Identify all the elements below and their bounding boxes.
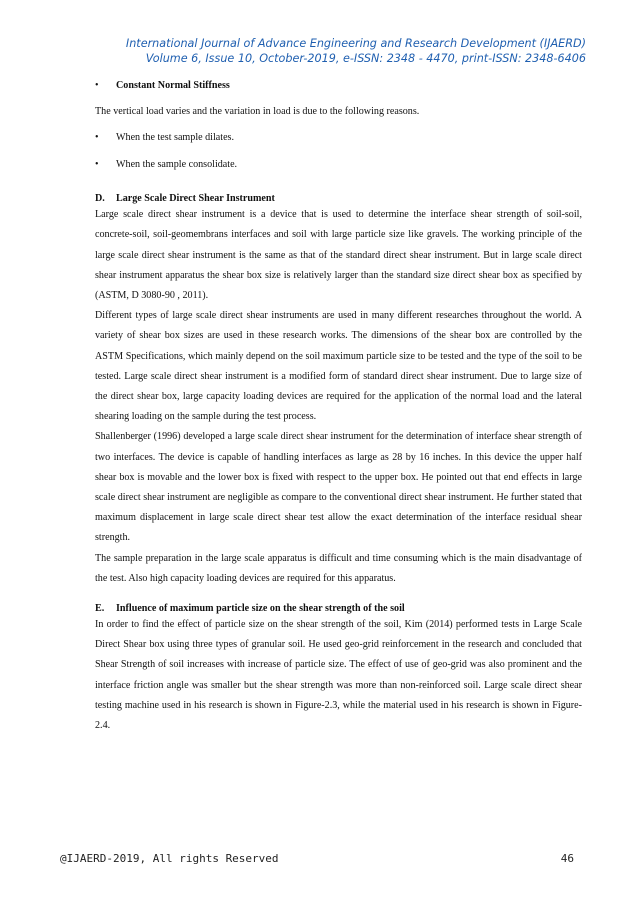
cns-intro: The vertical load varies and the variation in load is due to the following reasons. (95, 106, 420, 117)
bullet-icon: • (95, 132, 99, 144)
paragraph: In order to find the effect of particle size on the shear strength of the soil, Kim (2014) performed tests in Large Scale Direct Shear box using three types of granular soil. He used geo-grid reinforcement in the research and concluded that Shear Strength of soil increases with increase of particle size. The effect of use of geo-grid was also prominent and the interface friction angle was smaller but the shear strength was more than non-reinforced soil. Large scale direct shear testing machine used in his research is shown in Figure-2.3, while the material used in his research is shown in Figure-2.4. (95, 619, 582, 732)
section-heading-e (95, 602, 582, 615)
journal-issue-info: Volume 6, Issue 10, October-2019, e-ISSN: 2348 - 4470, print-ISSN: 2348-6406 (145, 52, 586, 65)
bullet-icon: • (95, 159, 99, 171)
section-heading-d (95, 192, 582, 205)
page-content (95, 79, 582, 736)
section-number: E. (95, 603, 105, 615)
paragraph: Different types of large scale direct shear instruments are used in many different researches throughout the world. A variety of shear box sizes are used in these research works. The dimensions of the shear box are controlled by the ASTM Specifications, which mainly depend on the soil maximum particle size to be tested and the type of the soil to be tested. Large scale direct shear instrument is a modified form of standard direct shear instrument. Due to large size of the direct shear box, large capacity loading devices are required for the application of the normal load and the lateral shearing loading on the sample during the test process. (95, 310, 582, 423)
reason-item (95, 131, 582, 145)
journal-header (60, 36, 586, 66)
paragraph: The sample preparation in the large scale apparatus is difficult and time consuming which is the main disadvantage of the test. Also high capacity loading devices are required for this apparatus. (95, 552, 582, 584)
bullet-constant-normal-stiffness (95, 79, 582, 93)
bullet-icon: • (95, 80, 99, 91)
copyright-notice: @IJAERD-2019, All rights Reserved (60, 852, 279, 865)
reason-item (95, 158, 582, 172)
paragraph: Shallenberger (1996) developed a large scale direct shear instrument for the determination of interface shear strength of two interfaces. The device is capable of handling interfaces as large as 28 by 16 inches. In this device the upper half shear box is movable and the lower box is fixed with respect to the upper box. He pointed out that end effects in large scale direct shear instrument are negligible as compare to the conventional direct shear instrument. He further stated that maximum displacement in large scale direct shear test allow the exact determination of the interface residual shear strength. (95, 431, 582, 544)
paragraph: Large scale direct shear instrument is a device that is used to determine the interface shear strength of soil-soil, concrete-soil, soil-geomembrans interfaces and soil with large particle size like gravels. The working principle of the large scale direct shear instrument is the same as that of the standard direct shear instrument. But in large scale direct shear instrument apparatus the shear box size is relatively larger than the standard size direct shear box as specified by (ASTM, D 3080-90 , 2011). (95, 209, 582, 302)
reason-text: When the sample consolidate. (116, 159, 238, 171)
journal-title: International Journal of Advance Engineering and Research Development (IJAERD) (125, 37, 586, 50)
bullet-title: Constant Normal Stiffness (116, 80, 230, 91)
section-title: Influence of maximum particle size on the shear strength of the soil (116, 603, 405, 615)
reason-text: When the test sample dilates. (116, 132, 235, 144)
section-number: D. (95, 193, 105, 205)
page-number: 46 (560, 852, 574, 865)
section-title: Large Scale Direct Shear Instrument (116, 193, 275, 205)
